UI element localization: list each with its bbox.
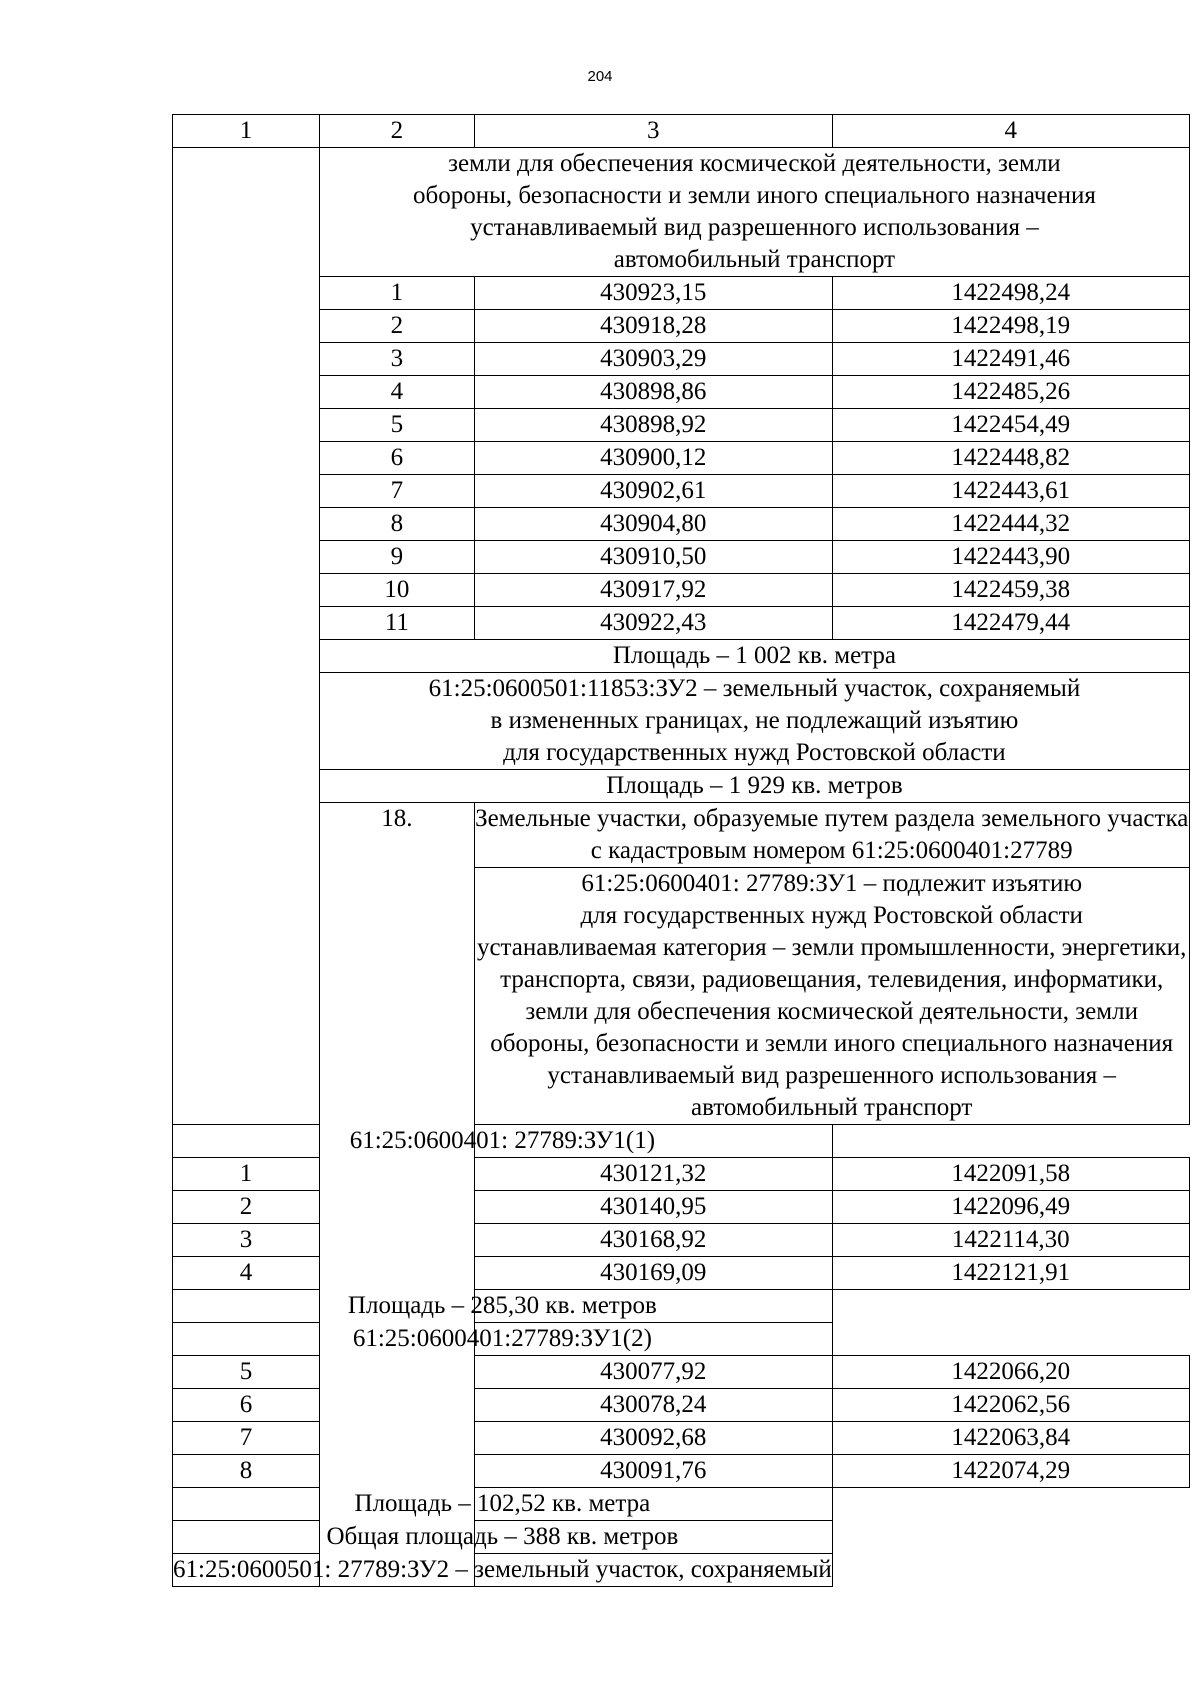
coord-x: 430169,09	[474, 1257, 832, 1290]
coord-y: 1422443,61	[832, 475, 1189, 508]
text-line: для государственных нужд Ростовской области	[503, 739, 1006, 766]
text-line: с кадастровым номером 61:25:0600401:27789	[590, 837, 1073, 864]
coord-x: 430898,86	[474, 376, 832, 409]
table-row	[173, 607, 1190, 640]
text-line: устанавливаемая категория – земли промышленности, энергетики,	[476, 934, 1187, 961]
table-row	[173, 277, 1190, 310]
coord-y: 1422491,46	[832, 343, 1189, 376]
total-area-row	[173, 1521, 1190, 1554]
text-line: 61:25:0600401: 27789:ЗУ1 – подлежит изъятию	[581, 870, 1083, 897]
continuation-row	[173, 148, 1190, 277]
coord-x: 430922,43	[474, 607, 832, 640]
coord-x: 430910,50	[474, 541, 832, 574]
coord-y: 1422454,49	[832, 409, 1189, 442]
coord-x: 430121,32	[474, 1158, 832, 1191]
coord-y: 1422066,20	[832, 1356, 1189, 1389]
point-number: 1	[173, 1158, 320, 1191]
coord-y: 1422444,32	[832, 508, 1189, 541]
area-text: Площадь – 102,52 кв. метра	[173, 1488, 833, 1521]
coord-y: 1422443,90	[832, 541, 1189, 574]
point-number: 2	[320, 310, 475, 343]
point-number: 4	[320, 376, 475, 409]
point-number: 11	[320, 607, 475, 640]
point-number: 5	[320, 409, 475, 442]
coord-x: 430918,28	[474, 310, 832, 343]
coord-y: 1422479,44	[832, 607, 1189, 640]
point-number: 4	[173, 1257, 320, 1290]
coord-x: 430168,92	[474, 1224, 832, 1257]
coord-x: 430898,92	[474, 409, 832, 442]
subparcel-label: 61:25:0600401: 27789:ЗУ1(1)	[173, 1125, 833, 1158]
total-area-text: Общая площадь – 388 кв. метров	[173, 1521, 833, 1554]
point-number: 6	[320, 442, 475, 475]
coord-y: 1422448,82	[832, 442, 1189, 475]
area-text: Площадь – 1 002 кв. метра	[320, 640, 1190, 673]
coord-x: 430902,61	[474, 475, 832, 508]
text-line: для государственных нужд Ростовской области	[580, 902, 1083, 929]
parcel-description-row	[173, 673, 1190, 770]
point-number: 10	[320, 574, 475, 607]
page-number: 204	[587, 68, 613, 85]
header-cell: 1	[173, 115, 320, 148]
table-row	[173, 343, 1190, 376]
coord-x: 430078,24	[474, 1389, 832, 1422]
coord-y: 1422063,84	[832, 1422, 1189, 1455]
area-row	[173, 770, 1190, 803]
text-line: устанавливаемый вид разрешенного использования –	[470, 214, 1039, 241]
text-line: Земельные участки, образуемые путем раздела земельного участка	[475, 805, 1189, 832]
coord-x: 430900,12	[474, 442, 832, 475]
table-row	[173, 442, 1190, 475]
table-row	[173, 376, 1190, 409]
coord-y: 1422485,26	[832, 376, 1189, 409]
coord-y: 1422121,91	[832, 1257, 1189, 1290]
area-text: Площадь – 285,30 кв. метров	[173, 1290, 833, 1323]
text-line: 61:25:0600501:11853:ЗУ2 – земельный участок, сохраняемый	[428, 675, 1081, 702]
text-line: в измененных границах, не подлежащий изъятию	[490, 707, 1019, 734]
area-text: Площадь – 1 929 кв. метров	[320, 770, 1190, 803]
coord-y: 1422459,38	[832, 574, 1189, 607]
coord-y: 1422096,49	[832, 1191, 1189, 1224]
coord-y: 1422074,29	[832, 1455, 1189, 1488]
point-number: 7	[320, 475, 475, 508]
text-line: обороны, безопасности и земли иного специального назначения	[413, 182, 1096, 209]
coord-y: 1422091,58	[832, 1158, 1189, 1191]
coord-y: 1422498,19	[832, 310, 1189, 343]
coord-x: 430903,29	[474, 343, 832, 376]
parcel-description: 61:25:0600501: 27789:ЗУ2 – земельный участок, сохраняемый	[173, 1554, 833, 1587]
coord-x: 430904,80	[474, 508, 832, 541]
text-line: земли для обеспечения космической деятельности, земли	[525, 998, 1138, 1025]
text-line: земли для обеспечения космической деятельности, земли	[448, 150, 1061, 177]
area-row	[173, 1488, 1190, 1521]
table-row	[173, 574, 1190, 607]
text-line: обороны, безопасности и земли иного специального назначения	[490, 1030, 1174, 1057]
table-row	[173, 508, 1190, 541]
text-line: автомобильный транспорт	[691, 1094, 973, 1121]
item-18-title-row	[173, 803, 1190, 868]
text-line: автомобильный транспорт	[613, 246, 896, 273]
point-number: 8	[320, 508, 475, 541]
coord-y: 1422114,30	[832, 1224, 1189, 1257]
item-title	[474, 803, 1189, 868]
item-number-cell	[320, 868, 475, 1587]
point-number: 7	[173, 1422, 320, 1455]
text-line: устанавливаемый вид разрешенного использования –	[547, 1062, 1116, 1089]
coord-x: 430077,92	[474, 1356, 832, 1389]
area-row	[173, 640, 1190, 673]
point-number: 1	[320, 277, 475, 310]
coord-y: 1422498,24	[832, 277, 1189, 310]
subparcel-label-row	[173, 1323, 1190, 1356]
point-number: 2	[173, 1191, 320, 1224]
table-row	[173, 475, 1190, 508]
area-row	[173, 1290, 1190, 1323]
coord-x: 430092,68	[474, 1422, 832, 1455]
table-row	[173, 409, 1190, 442]
header-cell: 4	[832, 115, 1189, 148]
parcel-description-row	[173, 868, 1190, 1125]
coord-x: 430917,92	[474, 574, 832, 607]
header-row	[173, 115, 1190, 148]
coord-x: 430923,15	[474, 277, 832, 310]
table-row	[173, 310, 1190, 343]
point-number: 3	[320, 343, 475, 376]
parcel-description	[320, 673, 1190, 770]
point-number: 6	[173, 1389, 320, 1422]
header-cell: 2	[320, 115, 475, 148]
parcel-description	[474, 868, 1189, 1125]
header-cell: 3	[474, 115, 832, 148]
parcel-description-row	[173, 1554, 1190, 1587]
item-number-cell	[173, 148, 320, 1125]
coord-x: 430140,95	[474, 1191, 832, 1224]
point-number: 9	[320, 541, 475, 574]
subparcel-label-row	[173, 1125, 1190, 1158]
point-number: 3	[173, 1224, 320, 1257]
text-line: транспорта, связи, радиовещания, телевидения, информатики,	[500, 966, 1164, 993]
continuation-text	[320, 148, 1190, 277]
subparcel-label: 61:25:0600401:27789:ЗУ1(2)	[173, 1323, 833, 1356]
coordinates-table	[172, 114, 1190, 1587]
point-number: 5	[173, 1356, 320, 1389]
coord-y: 1422062,56	[832, 1389, 1189, 1422]
item-number: 18.	[320, 803, 475, 868]
point-number: 8	[173, 1455, 320, 1488]
table-row	[173, 541, 1190, 574]
coord-x: 430091,76	[474, 1455, 832, 1488]
